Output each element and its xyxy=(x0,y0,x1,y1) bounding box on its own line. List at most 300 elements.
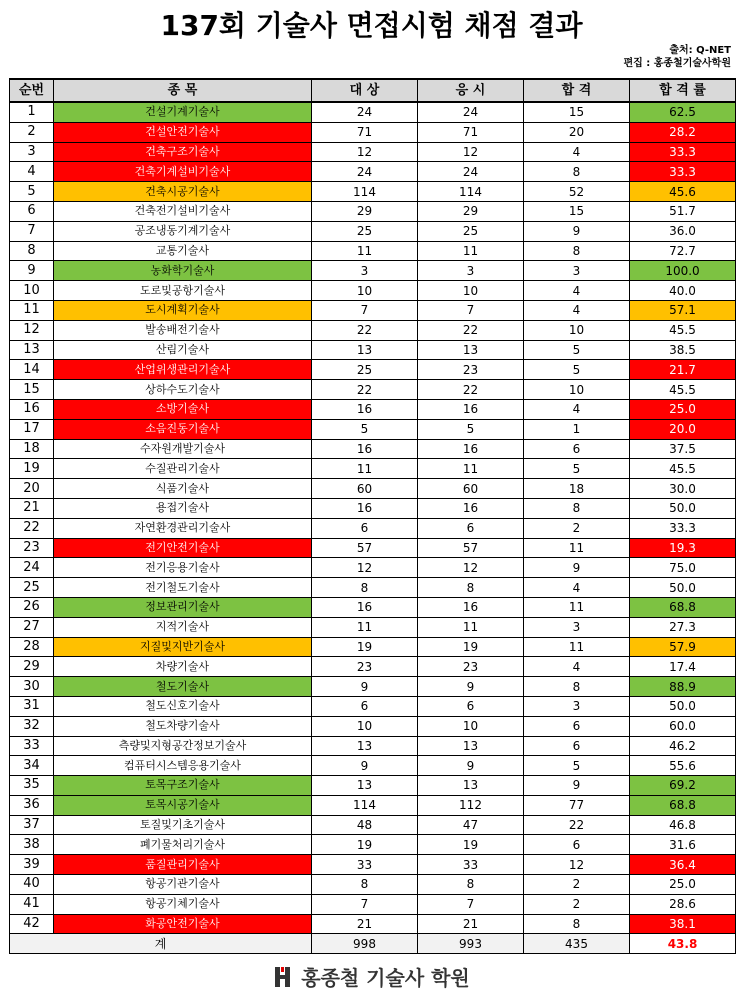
cell-name: 발송배전기술사 xyxy=(54,320,312,340)
cell-target: 7 xyxy=(312,300,418,320)
cell-rate: 50.0 xyxy=(630,578,736,598)
cell-rate: 25.0 xyxy=(630,399,736,419)
cell-no: 24 xyxy=(10,558,54,578)
cell-passed: 4 xyxy=(524,399,630,419)
cell-target: 9 xyxy=(312,756,418,776)
cell-passed: 9 xyxy=(524,221,630,241)
cell-no: 10 xyxy=(10,281,54,301)
cell-no: 22 xyxy=(10,518,54,538)
cell-passed: 5 xyxy=(524,360,630,380)
cell-target: 8 xyxy=(312,578,418,598)
table-body xyxy=(10,102,736,934)
cell-name: 전기안전기술사 xyxy=(54,538,312,558)
cell-rate: 45.5 xyxy=(630,320,736,340)
cell-passed: 18 xyxy=(524,479,630,499)
cell-applied: 12 xyxy=(418,142,524,162)
header-name: 종 목 xyxy=(54,79,312,102)
cell-passed: 5 xyxy=(524,340,630,360)
cell-no: 28 xyxy=(10,637,54,657)
cell-no: 17 xyxy=(10,419,54,439)
cell-passed: 9 xyxy=(524,776,630,796)
cell-applied: 71 xyxy=(418,122,524,142)
table-row xyxy=(10,439,736,459)
cell-applied: 60 xyxy=(418,479,524,499)
cell-applied: 11 xyxy=(418,459,524,479)
cell-target: 8 xyxy=(312,875,418,895)
cell-no: 18 xyxy=(10,439,54,459)
cell-applied: 13 xyxy=(418,736,524,756)
cell-rate: 45.5 xyxy=(630,459,736,479)
cell-passed: 6 xyxy=(524,439,630,459)
table-row xyxy=(10,102,736,122)
cell-rate: 27.3 xyxy=(630,617,736,637)
cell-no: 2 xyxy=(10,122,54,142)
cell-no: 36 xyxy=(10,795,54,815)
cell-rate: 62.5 xyxy=(630,102,736,122)
cell-passed: 3 xyxy=(524,261,630,281)
cell-target: 11 xyxy=(312,241,418,261)
table-row xyxy=(10,300,736,320)
cell-target: 13 xyxy=(312,736,418,756)
source-label: 출처: Q-NET xyxy=(669,45,731,56)
cell-name: 용접기술사 xyxy=(54,498,312,518)
cell-rate: 40.0 xyxy=(630,281,736,301)
cell-target: 10 xyxy=(312,281,418,301)
cell-no: 5 xyxy=(10,182,54,202)
cell-applied: 9 xyxy=(418,677,524,697)
cell-applied: 112 xyxy=(418,795,524,815)
cell-rate: 36.0 xyxy=(630,221,736,241)
academy-footer xyxy=(0,962,743,991)
cell-name: 품질관리기술사 xyxy=(54,855,312,875)
cell-passed: 6 xyxy=(524,716,630,736)
cell-target: 29 xyxy=(312,201,418,221)
cell-name: 철도차량기술사 xyxy=(54,716,312,736)
total-row xyxy=(10,934,736,954)
table-row xyxy=(10,162,736,182)
cell-no: 13 xyxy=(10,340,54,360)
table-row xyxy=(10,419,736,439)
cell-passed: 8 xyxy=(524,914,630,934)
table-row xyxy=(10,518,736,538)
table-row xyxy=(10,795,736,815)
cell-target: 22 xyxy=(312,320,418,340)
cell-rate: 72.7 xyxy=(630,241,736,261)
cell-target: 24 xyxy=(312,102,418,122)
cell-applied: 22 xyxy=(418,380,524,400)
cell-no: 11 xyxy=(10,300,54,320)
cell-no: 39 xyxy=(10,855,54,875)
cell-rate: 88.9 xyxy=(630,677,736,697)
table-row xyxy=(10,538,736,558)
cell-name: 도시계획기술사 xyxy=(54,300,312,320)
cell-name: 건축기계설비기술사 xyxy=(54,162,312,182)
table-row xyxy=(10,875,736,895)
cell-applied: 7 xyxy=(418,894,524,914)
cell-no: 6 xyxy=(10,201,54,221)
cell-rate: 51.7 xyxy=(630,201,736,221)
cell-passed: 20 xyxy=(524,122,630,142)
cell-no: 23 xyxy=(10,538,54,558)
cell-rate: 68.8 xyxy=(630,597,736,617)
cell-no: 21 xyxy=(10,498,54,518)
cell-no: 29 xyxy=(10,657,54,677)
cell-target: 10 xyxy=(312,716,418,736)
cell-rate: 17.4 xyxy=(630,657,736,677)
cell-target: 114 xyxy=(312,182,418,202)
cell-name: 항공기관기술사 xyxy=(54,875,312,895)
cell-passed: 8 xyxy=(524,162,630,182)
cell-no: 30 xyxy=(10,677,54,697)
cell-target: 57 xyxy=(312,538,418,558)
cell-rate: 28.2 xyxy=(630,122,736,142)
cell-rate: 60.0 xyxy=(630,716,736,736)
cell-no: 33 xyxy=(10,736,54,756)
total-applied: 993 xyxy=(418,934,524,954)
table-row xyxy=(10,380,736,400)
cell-name: 자연환경관리기술사 xyxy=(54,518,312,538)
cell-rate: 37.5 xyxy=(630,439,736,459)
table-row xyxy=(10,815,736,835)
cell-no: 38 xyxy=(10,835,54,855)
cell-rate: 20.0 xyxy=(630,419,736,439)
academy-name: 홍종철 기술사 학원 xyxy=(301,966,470,990)
cell-passed: 3 xyxy=(524,696,630,716)
cell-rate: 38.1 xyxy=(630,914,736,934)
cell-passed: 4 xyxy=(524,300,630,320)
cell-target: 13 xyxy=(312,340,418,360)
cell-name: 산업위생관리기술사 xyxy=(54,360,312,380)
cell-target: 25 xyxy=(312,360,418,380)
table-row xyxy=(10,182,736,202)
table-row xyxy=(10,894,736,914)
cell-passed: 2 xyxy=(524,518,630,538)
table-row xyxy=(10,736,736,756)
cell-passed: 9 xyxy=(524,558,630,578)
cell-applied: 23 xyxy=(418,360,524,380)
total-label: 계 xyxy=(10,934,312,954)
cell-no: 40 xyxy=(10,875,54,895)
cell-target: 48 xyxy=(312,815,418,835)
cell-no: 42 xyxy=(10,914,54,934)
cell-rate: 45.6 xyxy=(630,182,736,202)
cell-applied: 16 xyxy=(418,399,524,419)
cell-name: 도로및공항기술사 xyxy=(54,281,312,301)
cell-passed: 6 xyxy=(524,835,630,855)
cell-applied: 33 xyxy=(418,855,524,875)
cell-no: 20 xyxy=(10,479,54,499)
cell-name: 건설안전기술사 xyxy=(54,122,312,142)
table-row xyxy=(10,558,736,578)
cell-name: 컴퓨터시스템응용기술사 xyxy=(54,756,312,776)
cell-passed: 52 xyxy=(524,182,630,202)
cell-name: 농화학기술사 xyxy=(54,261,312,281)
cell-rate: 31.6 xyxy=(630,835,736,855)
cell-name: 철도신호기술사 xyxy=(54,696,312,716)
cell-name: 화공안전기술사 xyxy=(54,914,312,934)
cell-name: 토목시공기술사 xyxy=(54,795,312,815)
cell-name: 소음진동기술사 xyxy=(54,419,312,439)
cell-rate: 57.9 xyxy=(630,637,736,657)
cell-rate: 69.2 xyxy=(630,776,736,796)
cell-target: 25 xyxy=(312,221,418,241)
cell-name: 건설기계기술사 xyxy=(54,102,312,122)
cell-target: 16 xyxy=(312,399,418,419)
cell-applied: 19 xyxy=(418,637,524,657)
cell-rate: 45.5 xyxy=(630,380,736,400)
table-row xyxy=(10,578,736,598)
header-row xyxy=(10,79,736,102)
cell-passed: 77 xyxy=(524,795,630,815)
table-row xyxy=(10,914,736,934)
cell-passed: 15 xyxy=(524,102,630,122)
cell-applied: 8 xyxy=(418,578,524,598)
cell-applied: 16 xyxy=(418,439,524,459)
cell-applied: 10 xyxy=(418,281,524,301)
cell-rate: 46.2 xyxy=(630,736,736,756)
cell-name: 건축시공기술사 xyxy=(54,182,312,202)
cell-no: 16 xyxy=(10,399,54,419)
cell-no: 37 xyxy=(10,815,54,835)
header-rate: 합 격 률 xyxy=(630,79,736,102)
table-row xyxy=(10,597,736,617)
cell-target: 114 xyxy=(312,795,418,815)
table-row xyxy=(10,201,736,221)
cell-target: 7 xyxy=(312,894,418,914)
cell-name: 수자원개발기술사 xyxy=(54,439,312,459)
cell-no: 31 xyxy=(10,696,54,716)
cell-target: 12 xyxy=(312,558,418,578)
cell-name: 상하수도기술사 xyxy=(54,380,312,400)
cell-no: 8 xyxy=(10,241,54,261)
cell-target: 11 xyxy=(312,617,418,637)
cell-target: 5 xyxy=(312,419,418,439)
cell-no: 41 xyxy=(10,894,54,914)
table-row xyxy=(10,637,736,657)
cell-applied: 16 xyxy=(418,597,524,617)
cell-rate: 100.0 xyxy=(630,261,736,281)
cell-name: 폐기물처리기술사 xyxy=(54,835,312,855)
cell-applied: 19 xyxy=(418,835,524,855)
cell-name: 건축전기설비기술사 xyxy=(54,201,312,221)
cell-applied: 12 xyxy=(418,558,524,578)
table-row xyxy=(10,479,736,499)
total-rate: 43.8 xyxy=(630,934,736,954)
cell-name: 전기응용기술사 xyxy=(54,558,312,578)
cell-name: 공조냉동기계기술사 xyxy=(54,221,312,241)
cell-no: 4 xyxy=(10,162,54,182)
cell-no: 3 xyxy=(10,142,54,162)
table-row xyxy=(10,281,736,301)
table-row xyxy=(10,835,736,855)
cell-no: 35 xyxy=(10,776,54,796)
cell-applied: 16 xyxy=(418,498,524,518)
cell-target: 6 xyxy=(312,518,418,538)
cell-applied: 13 xyxy=(418,340,524,360)
table-row xyxy=(10,360,736,380)
cell-passed: 11 xyxy=(524,597,630,617)
cell-passed: 4 xyxy=(524,578,630,598)
table-row xyxy=(10,241,736,261)
table-row xyxy=(10,221,736,241)
cell-rate: 21.7 xyxy=(630,360,736,380)
cell-applied: 114 xyxy=(418,182,524,202)
table-row xyxy=(10,657,736,677)
cell-applied: 21 xyxy=(418,914,524,934)
cell-target: 19 xyxy=(312,835,418,855)
cell-no: 14 xyxy=(10,360,54,380)
cell-target: 24 xyxy=(312,162,418,182)
cell-no: 9 xyxy=(10,261,54,281)
cell-name: 측량및지형공간정보기술사 xyxy=(54,736,312,756)
cell-rate: 28.6 xyxy=(630,894,736,914)
total-passed: 435 xyxy=(524,934,630,954)
cell-name: 지질및지반기술사 xyxy=(54,637,312,657)
cell-applied: 11 xyxy=(418,241,524,261)
cell-passed: 5 xyxy=(524,756,630,776)
cell-target: 23 xyxy=(312,657,418,677)
table-row xyxy=(10,142,736,162)
cell-no: 34 xyxy=(10,756,54,776)
cell-target: 19 xyxy=(312,637,418,657)
table-row xyxy=(10,320,736,340)
cell-rate: 33.3 xyxy=(630,518,736,538)
cell-applied: 25 xyxy=(418,221,524,241)
cell-no: 25 xyxy=(10,578,54,598)
cell-name: 산림기술사 xyxy=(54,340,312,360)
table-row xyxy=(10,459,736,479)
cell-applied: 29 xyxy=(418,201,524,221)
cell-passed: 10 xyxy=(524,320,630,340)
cell-no: 27 xyxy=(10,617,54,637)
cell-passed: 1 xyxy=(524,419,630,439)
cell-target: 33 xyxy=(312,855,418,875)
cell-name: 항공기체기술사 xyxy=(54,894,312,914)
cell-passed: 15 xyxy=(524,201,630,221)
cell-target: 11 xyxy=(312,459,418,479)
cell-name: 토목구조기술사 xyxy=(54,776,312,796)
cell-no: 15 xyxy=(10,380,54,400)
cell-applied: 22 xyxy=(418,320,524,340)
cell-name: 건축구조기술사 xyxy=(54,142,312,162)
cell-passed: 8 xyxy=(524,677,630,697)
page-title: 137회 기술사 면접시험 채점 결과 xyxy=(160,9,583,42)
cell-passed: 2 xyxy=(524,875,630,895)
cell-rate: 50.0 xyxy=(630,696,736,716)
cell-applied: 8 xyxy=(418,875,524,895)
cell-name: 수질관리기술사 xyxy=(54,459,312,479)
cell-target: 9 xyxy=(312,677,418,697)
cell-passed: 4 xyxy=(524,142,630,162)
cell-applied: 9 xyxy=(418,756,524,776)
cell-applied: 11 xyxy=(418,617,524,637)
cell-passed: 11 xyxy=(524,637,630,657)
results-table xyxy=(9,78,736,954)
cell-passed: 6 xyxy=(524,736,630,756)
cell-passed: 4 xyxy=(524,657,630,677)
cell-rate: 50.0 xyxy=(630,498,736,518)
cell-applied: 6 xyxy=(418,518,524,538)
cell-passed: 10 xyxy=(524,380,630,400)
cell-applied: 24 xyxy=(418,162,524,182)
table-row xyxy=(10,261,736,281)
cell-passed: 8 xyxy=(524,498,630,518)
cell-target: 6 xyxy=(312,696,418,716)
cell-rate: 55.6 xyxy=(630,756,736,776)
cell-no: 12 xyxy=(10,320,54,340)
cell-name: 소방기술사 xyxy=(54,399,312,419)
table-row xyxy=(10,855,736,875)
header-target: 대 상 xyxy=(312,79,418,102)
editor-label: 편집 : 홍종철기술사학원 xyxy=(623,58,731,69)
table-row xyxy=(10,122,736,142)
cell-applied: 57 xyxy=(418,538,524,558)
cell-target: 60 xyxy=(312,479,418,499)
cell-name: 차량기술사 xyxy=(54,657,312,677)
header-applied: 응 시 xyxy=(418,79,524,102)
table-row xyxy=(10,340,736,360)
table-row xyxy=(10,498,736,518)
cell-passed: 2 xyxy=(524,894,630,914)
table-row xyxy=(10,776,736,796)
cell-target: 12 xyxy=(312,142,418,162)
cell-rate: 75.0 xyxy=(630,558,736,578)
cell-applied: 6 xyxy=(418,696,524,716)
cell-name: 토질및기초기술사 xyxy=(54,815,312,835)
table-row xyxy=(10,756,736,776)
cell-target: 71 xyxy=(312,122,418,142)
cell-applied: 3 xyxy=(418,261,524,281)
cell-passed: 5 xyxy=(524,459,630,479)
cell-applied: 10 xyxy=(418,716,524,736)
cell-target: 21 xyxy=(312,914,418,934)
cell-passed: 3 xyxy=(524,617,630,637)
cell-rate: 30.0 xyxy=(630,479,736,499)
cell-passed: 12 xyxy=(524,855,630,875)
cell-target: 3 xyxy=(312,261,418,281)
cell-name: 전기철도기술사 xyxy=(54,578,312,598)
cell-applied: 13 xyxy=(418,776,524,796)
cell-rate: 57.1 xyxy=(630,300,736,320)
cell-applied: 5 xyxy=(418,419,524,439)
cell-rate: 19.3 xyxy=(630,538,736,558)
cell-passed: 4 xyxy=(524,281,630,301)
cell-no: 19 xyxy=(10,459,54,479)
cell-passed: 11 xyxy=(524,538,630,558)
cell-name: 철도기술사 xyxy=(54,677,312,697)
cell-target: 16 xyxy=(312,498,418,518)
cell-target: 22 xyxy=(312,380,418,400)
cell-rate: 33.3 xyxy=(630,162,736,182)
cell-applied: 24 xyxy=(418,102,524,122)
cell-no: 26 xyxy=(10,597,54,617)
source-info xyxy=(623,44,731,70)
cell-passed: 8 xyxy=(524,241,630,261)
cell-target: 16 xyxy=(312,439,418,459)
cell-name: 교통기술사 xyxy=(54,241,312,261)
table-row xyxy=(10,696,736,716)
cell-rate: 46.8 xyxy=(630,815,736,835)
cell-target: 16 xyxy=(312,597,418,617)
table-row xyxy=(10,677,736,697)
cell-no: 32 xyxy=(10,716,54,736)
table-row xyxy=(10,399,736,419)
table-row xyxy=(10,716,736,736)
cell-rate: 38.5 xyxy=(630,340,736,360)
cell-passed: 22 xyxy=(524,815,630,835)
cell-rate: 25.0 xyxy=(630,875,736,895)
cell-rate: 33.3 xyxy=(630,142,736,162)
